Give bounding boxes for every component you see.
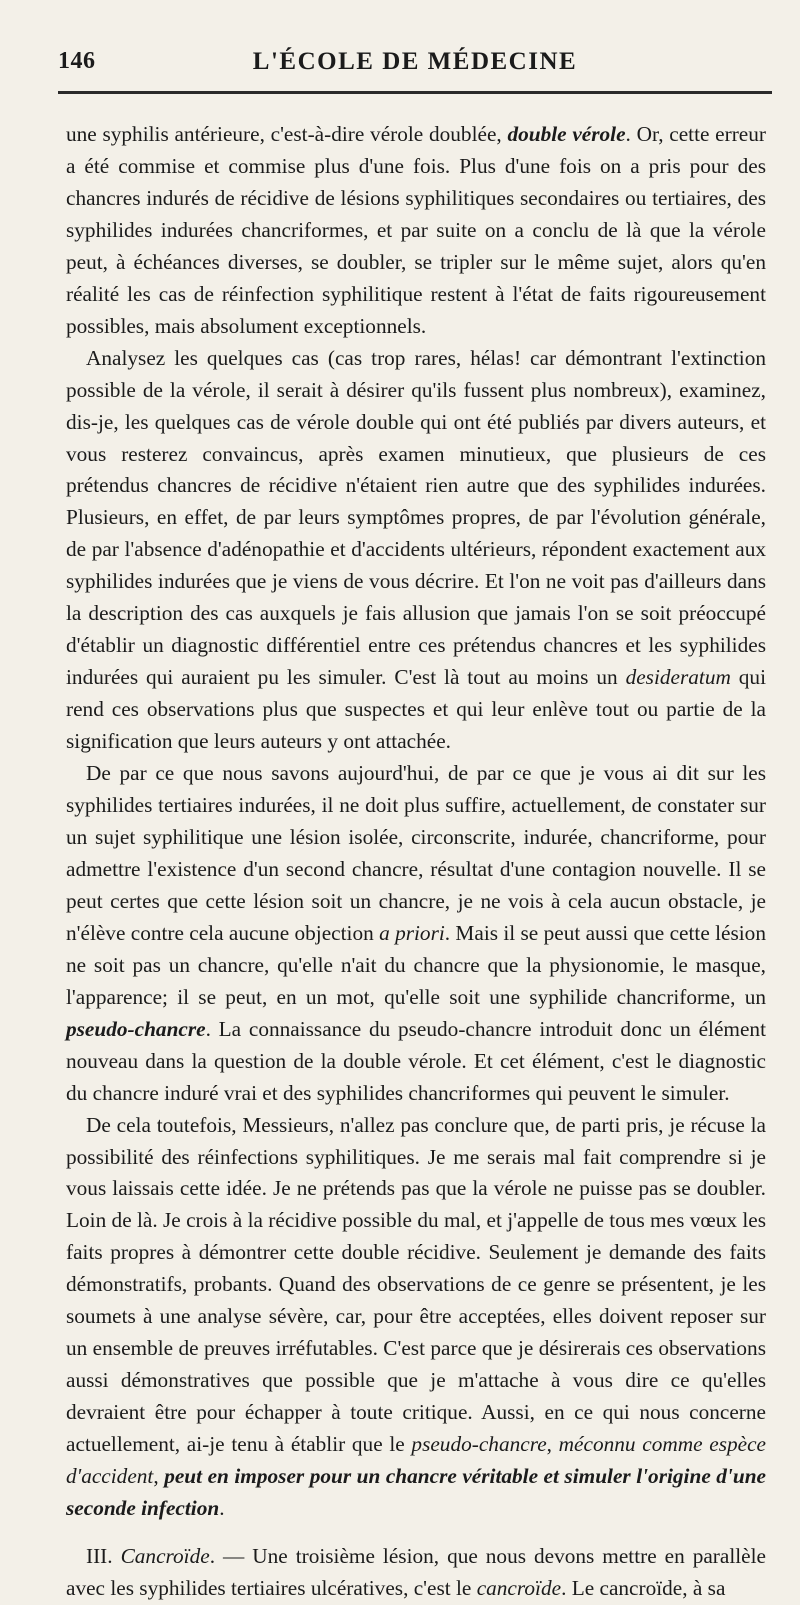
header-rule (58, 91, 772, 94)
page-header (58, 48, 772, 82)
paragraph-1 (66, 119, 766, 343)
section-title-cancroide: Cancroïde (120, 1543, 210, 1568)
emphasis-a-priori: a priori (379, 920, 445, 945)
emphasis-cancroide: cancroïde (476, 1575, 562, 1600)
text-run: , (546, 1432, 559, 1457)
paragraph-4 (66, 1110, 766, 1525)
text-run: qui rend ces observations plus que suspectes et qui leur enlève tout ou partie de la signification que leurs auteurs y ont attachée. (66, 665, 766, 754)
emphasis-conclusion: peut en imposer pour un chancre véritable et simuler l'origine d'une seconde infection (66, 1464, 766, 1520)
text-run: De par ce que nous savons aujourd'hui, de par ce que je vous ai dit sur les syphilides tertiaires indurées, il ne doit plus suffire, actuellement, de constater sur un sujet syphilitique une lésion isolée, circonscrite, indurée, chancriforme, pour admettre l'existence d'un second chancre, résultat d'une contagion nouvelle. Il se peut certes que cette lésion soit un chancre, je ne vois à cela aucun obstacle, je n'élève contre cela aucune objection (66, 761, 766, 945)
text-run: . — Une troisième lésion, que nous devons mettre en parallèle avec les syphilides tertiaires ulcératives, c'est le (66, 1543, 767, 1600)
emphasis-pseudo-chancre: pseudo-chancre (66, 1016, 206, 1041)
emphasis-desideratum: desideratum (625, 665, 731, 690)
text-run: , (153, 1464, 165, 1489)
text-run: . La connaissance du pseudo-chancre introduit donc un élément nouveau dans la question de la double vérole. Et cet élément, c'est le diagnostic du chancre induré vrai et des syphilides chancriformes qui peuvent le simuler. (66, 1016, 766, 1105)
page-number: 146 (58, 48, 96, 74)
paragraph-5-section-iii (66, 1541, 766, 1605)
text-run: . (219, 1495, 225, 1520)
paragraph-3 (66, 758, 766, 1109)
text-run: Analysez les quelques cas (cas trop rares, hélas! car démontrant l'extinction possible de la vérole, il serait à désirer qu'ils fussent plus nombreux), examinez, dis-je, les quelques cas de vérole double qui ont été publiés par divers auteurs, et vous resterez convaincus, après examen minutieux, que plusieurs de ces prétendus chancres de récidive n'étaient rien autre que des syphilides indurées. Plusieurs, en effet, de par leurs symptômes propres, de par l'évolution générale, de par l'absence d'adénopathie et d'accidents ultérieurs, répondent exactement aux syphilides indurées que je viens de vous décrire. Et l'on ne voit pas d'ailleurs dans la description des cas auxquels je fais allusion que jamais l'on se soit préoccupé d'établir un diagnostic différentiel entre ces prétendus chancres et les syphilides indurées qui auraient pu les simuler. C'est là tout au moins un (66, 345, 766, 690)
text-run: . Or, cette erreur a été commise et commise plus d'une fois. Plus d'une fois on a pris pour des chancres indurés de récidive de lésions syphilitiques secondaires ou tertiaires, des syphilides indurées chancriformes, et par suite on a conclu de là que la vérole peut, à échéances diverses, se doubler, se tripler sur le même sujet, alors qu'en réalité les cas de réinfection syphilitique restent à l'état de faits rigoureusement possibles, mais absolument exceptionnels. (66, 122, 766, 338)
text-run: une syphilis antérieure, c'est-à-dire vérole doublée, (66, 122, 508, 146)
emphasis-double-verole: double vérole (507, 122, 626, 146)
paragraph-2 (66, 343, 766, 758)
section-number: III. (86, 1543, 121, 1568)
emphasis-meconnu: méconnu comme espèce d'accident (66, 1432, 766, 1489)
running-title: L'ÉCOLE DE MÉDECINE (252, 48, 578, 75)
text-run: . Mais il se peut aussi que cette lésion ne soit pas un chancre, qu'elle n'ait du chancre que la physionomie, le masque, l'apparence; il se peut, en un mot, qu'elle soit une syphilide chancriforme, un (66, 920, 766, 1009)
body-text (66, 119, 766, 1605)
text-run: De cela toutefois, Messieurs, n'allez pas conclure que, de parti pris, je récuse la possibilité des réinfections syphilitiques. Je me serais mal fait comprendre si je vous laissais cette idée. Je ne prétends pas que la vérole ne puisse pas se doubler. Loin de là. Je crois à la récidive possible du mal, et j'appelle de tous mes vœux les faits propres à démontrer cette double récidive. Seulement je demande des faits démonstratifs, probants. Quand des observations de ce genre se présentent, je les soumets à une analyse sévère, car, pour être acceptées, elles doivent reposer sur un ensemble de preuves irréfutables. C'est parce que je désirerais ces observations aussi démonstratives que possible que je m'attache à vous dire ce qu'elles devraient être pour échapper à toute critique. Aussi, en ce qui nous concerne actuellement, ai-je tenu à établir que le (66, 1112, 766, 1457)
emphasis-pseudo-chancre: pseudo-chancre (411, 1432, 547, 1457)
text-run: . Le cancroïde, à sa (561, 1575, 726, 1600)
